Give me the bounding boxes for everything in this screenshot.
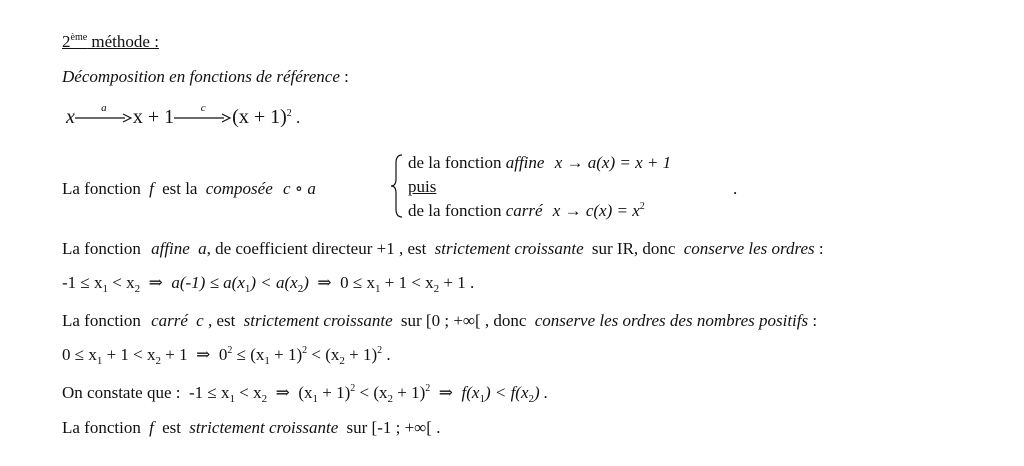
system-line-affine: de la fonction affine x → a(x) = x + 1 bbox=[408, 153, 672, 172]
composition-end-dot: . bbox=[733, 179, 738, 198]
composition-chain: x a x + 1 c $(x + 1)^2$ . bbox=[66, 102, 301, 128]
composition-statement: La fonction f est la composée c ∘ a bbox=[62, 179, 316, 198]
conclusion-chain: On constate que : $-1 \le x_1 < x_2$ ⇒ $(x_1 + 1)^2 < (x_2 + 1)^2$ ⇒ $f(x_1) < f(x_2)$ . bbox=[62, 383, 549, 405]
paragraph-carre: La fonction carré c , est strictement croissante sur [0 ; +∞[ , donc conserve les ordres des nombres positifs : bbox=[62, 311, 818, 330]
heading-number: 2ème méthode : bbox=[62, 32, 159, 51]
inequality-carre: $0 \le x_1 + 1 < x_2 + 1$ ⇒ $0^2 \le (x_1 + 1)^2 < (x_2 + 1)^2$ . bbox=[62, 345, 391, 367]
intro-line: Décomposition en fonctions de référence : bbox=[62, 67, 349, 86]
paragraph-affine: La fonction affine a, de coefficient directeur +1 , est strictement croissante sur IR, donc conserve les ordres : bbox=[62, 239, 824, 258]
system-line-puis: puis bbox=[408, 177, 437, 196]
arrow-right-icon bbox=[174, 111, 232, 125]
arrow-c: c bbox=[174, 107, 232, 127]
final-conclusion: La fonction f est strictement croissante sur [-1 ; +∞[ . bbox=[62, 418, 441, 437]
left-brace-icon bbox=[390, 153, 406, 219]
system-line-carre: de la fonction carré $x \to c(x) = x^2$ bbox=[408, 201, 645, 220]
arrow-a: a bbox=[75, 107, 133, 127]
inequality-affine: $-1 \le x_1 < x_2$ ⇒ $a(-1) \le a(x_1) < a(x_2)$ ⇒ $0 \le x_1 + 1 < x_2 + 1$ . bbox=[62, 273, 475, 295]
arrow-right-icon bbox=[75, 111, 133, 125]
section-heading bbox=[62, 32, 159, 52]
